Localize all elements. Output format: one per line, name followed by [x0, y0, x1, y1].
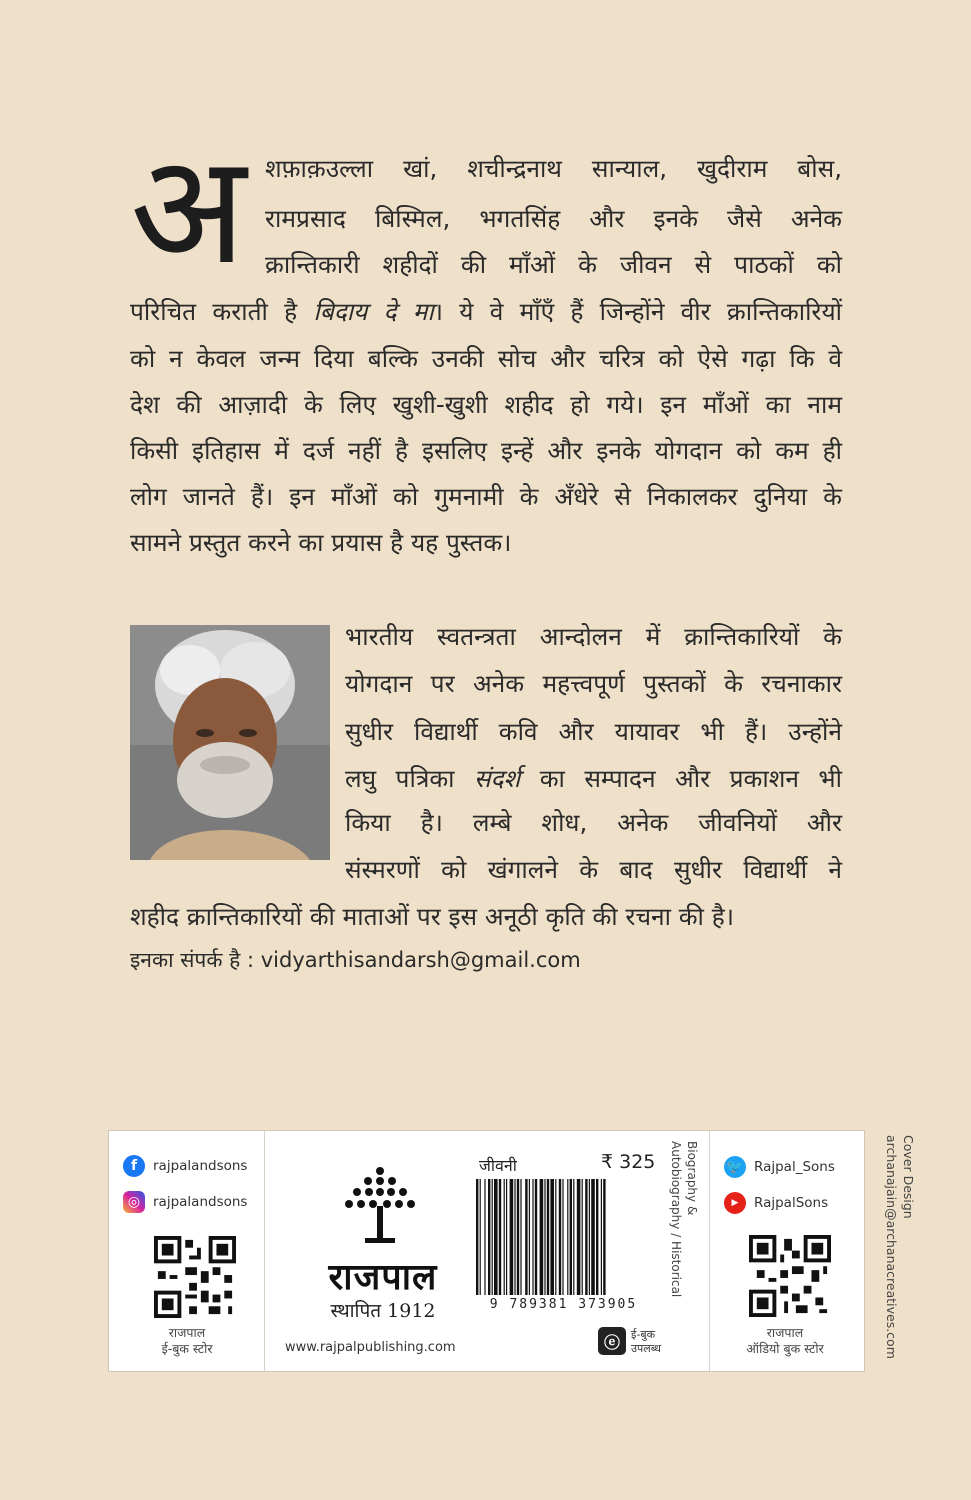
barcode-bar — [570, 1179, 572, 1295]
barcode-bar — [559, 1179, 561, 1295]
barcode-bar — [544, 1179, 545, 1295]
barcode-bar — [499, 1179, 501, 1295]
book-title: बिदाय दे मा — [313, 297, 434, 326]
blurb-line-6: देश की आज़ादी के लिए खुशी-खुशी शहीद हो गये। इन माँओं का नाम — [130, 390, 842, 419]
barcode-bar — [603, 1179, 605, 1295]
youtube-link[interactable] — [724, 1192, 828, 1214]
audiobook-store-caption — [715, 1325, 855, 1356]
facebook-link[interactable] — [123, 1155, 247, 1177]
barcode-bar — [567, 1179, 568, 1295]
ebook-caption-line-1: राजपाल — [168, 1325, 206, 1340]
bio-contact — [130, 946, 581, 974]
barcode-bar — [510, 1179, 514, 1295]
audiobook-caption-line-1: राजपाल — [766, 1325, 804, 1340]
instagram-icon: ◎ — [123, 1191, 145, 1213]
bio-line-3: सुधीर विद्यार्थी कवि और यायावर भी हैं। उन्होंने — [345, 717, 842, 746]
genre-label: जीवनी — [479, 1156, 517, 1175]
barcode-bar — [540, 1179, 544, 1295]
credit-text — [882, 1135, 916, 1359]
established-year: स्थापित 1912 — [330, 1300, 436, 1322]
author-photo — [130, 625, 330, 860]
audiobook-store-qr-icon[interactable] — [749, 1235, 831, 1317]
bio-line-7: शहीद क्रान्तिकारियों की माताओं पर इस अनूठी कृति की रचना की है। — [130, 902, 734, 931]
barcode-bar — [547, 1179, 549, 1295]
contact-email[interactable]: vidyarthisandarsh@gmail.com — [260, 948, 581, 972]
barcode-bar — [517, 1179, 519, 1295]
credit-line-1: Cover Design — [901, 1135, 916, 1219]
blurb-line-8: लोग जानते हैं। इन माँओं को गुमनामी के अँधेरे से निकालकर दुनिया के — [130, 482, 842, 511]
ebook-available — [631, 1328, 661, 1356]
magazine-title: संदर्श — [473, 764, 521, 793]
bio-line-2: योगदान पर अनेक महत्त्वपूर्ण पुस्तकों के रचनाकार — [345, 669, 842, 698]
left-social-column — [109, 1131, 264, 1371]
barcode-bar — [589, 1179, 590, 1295]
barcode-bar — [550, 1179, 554, 1295]
barcode-bar — [529, 1179, 530, 1295]
bio-line-4 — [345, 762, 842, 795]
twitter-icon: 🐦 — [724, 1156, 746, 1178]
ebook-store-caption — [117, 1325, 257, 1356]
barcode-bar — [520, 1179, 521, 1295]
twitter-link[interactable] — [724, 1156, 835, 1178]
barcode-bar — [492, 1179, 493, 1295]
right-social-column — [710, 1131, 864, 1371]
barcode-bar — [596, 1179, 598, 1295]
ebook-line-1: ई-बुक — [631, 1328, 656, 1341]
youtube-icon: ▶ — [724, 1192, 746, 1214]
barcode-bar — [532, 1179, 533, 1295]
isbn-barcode — [472, 1179, 660, 1299]
facebook-handle: rajpalandsons — [153, 1158, 248, 1174]
barcode-bar — [504, 1179, 505, 1295]
bio-line-6: संस्मरणों को खंगालने के बाद सुधीर विद्यार्थी ने — [345, 855, 842, 884]
contact-label: इनका संपर्क है : — [130, 948, 255, 972]
ebook-caption-line-2: ई-बुक स्टोर — [161, 1340, 213, 1356]
blurb-line-3: क्रान्तिकारी शहीदों की माँओं के जीवन से पाठकों को — [265, 250, 842, 279]
barcode-bar — [562, 1179, 563, 1295]
facebook-icon: f — [123, 1155, 145, 1177]
barcode-bar — [514, 1179, 515, 1295]
publisher-panel — [108, 1130, 865, 1372]
barcode-bar — [476, 1179, 478, 1295]
barcode-bar — [585, 1179, 587, 1295]
ebook-line-2: उपलब्ध — [631, 1341, 661, 1355]
barcode-bar — [535, 1179, 537, 1295]
blurb-line-4-prefix: परिचित कराती है — [130, 297, 314, 326]
bio-line-4-suffix: का सम्पादन और प्रकाशन भी — [520, 764, 842, 793]
barcode-bar — [601, 1179, 602, 1295]
barcode-bar — [484, 1179, 485, 1295]
cover-design-credit — [884, 1135, 918, 1370]
blurb-line-9: सामने प्रस्तुत करने का प्रयास है यह पुस्तक। — [130, 528, 512, 557]
tree-logo-icon — [335, 1161, 425, 1251]
publisher-name: राजपाल — [328, 1257, 438, 1298]
barcode-bar — [591, 1179, 595, 1295]
barcode-bar — [582, 1179, 583, 1295]
publisher-website[interactable]: www.rajpalpublishing.com — [285, 1340, 456, 1355]
barcode-bar — [480, 1179, 481, 1295]
barcode-bar — [494, 1179, 498, 1295]
credit-line-2: archanajain@archanacreatives.com — [884, 1135, 900, 1359]
drop-cap: अ — [130, 121, 247, 298]
category-label — [668, 1141, 699, 1297]
barcode-bar — [555, 1179, 556, 1295]
category-line-2: Autobiography / Historical — [669, 1141, 684, 1298]
bio-line-5: किया है। लम्बे शोध, अनेक जीवनियों और — [345, 808, 842, 837]
ebook-icon: ⓔ — [598, 1327, 626, 1355]
price-label: ₹ 325 — [601, 1151, 656, 1173]
center-column — [265, 1131, 709, 1371]
isbn-number: 9 789381 373905 — [489, 1297, 638, 1312]
barcode-bar — [488, 1179, 490, 1295]
barcode-bar — [577, 1179, 581, 1295]
instagram-link[interactable] — [123, 1191, 247, 1213]
bio-line-4-prefix: लघु पत्रिका — [345, 764, 474, 793]
barcode-bar — [525, 1179, 527, 1295]
twitter-handle: Rajpal_Sons — [754, 1159, 835, 1175]
blurb-line-2: रामप्रसाद बिस्मिल, भगतसिंह और इनके जैसे अनेक — [265, 204, 842, 233]
blurb-line-5: को न केवल जन्म दिया बल्कि उनकी सोच और चरित्र को ऐसे गढ़ा कि वे — [130, 344, 842, 373]
instagram-handle: rajpalandsons — [153, 1194, 248, 1210]
blurb-line-7: किसी इतिहास में दर्ज नहीं है इसलिए इन्हें और इनके योगदान को कम ही — [130, 436, 842, 465]
barcode-bar — [573, 1179, 574, 1295]
blurb-line-1: शफ़ाक़उल्ला खां, शचीन्द्रनाथ सान्याल, खुदीराम बोस, — [265, 154, 842, 183]
youtube-handle: RajpalSons — [754, 1195, 829, 1211]
ebook-store-qr-icon[interactable] — [154, 1236, 236, 1318]
category-line-1: Biography & — [685, 1141, 699, 1216]
blurb-line-4 — [130, 295, 842, 328]
barcode-bar — [506, 1179, 507, 1295]
bio-line-1: भारतीय स्वतन्त्रता आन्दोलन में क्रान्तिकारियों के — [345, 622, 842, 651]
blurb-line-4-suffix: । ये वे माँएँ हैं जिन्होंने वीर क्रान्तिकारियों — [433, 297, 843, 326]
audiobook-caption-line-2: ऑडियो बुक स्टोर — [746, 1340, 824, 1356]
author-portrait-icon — [130, 625, 330, 860]
